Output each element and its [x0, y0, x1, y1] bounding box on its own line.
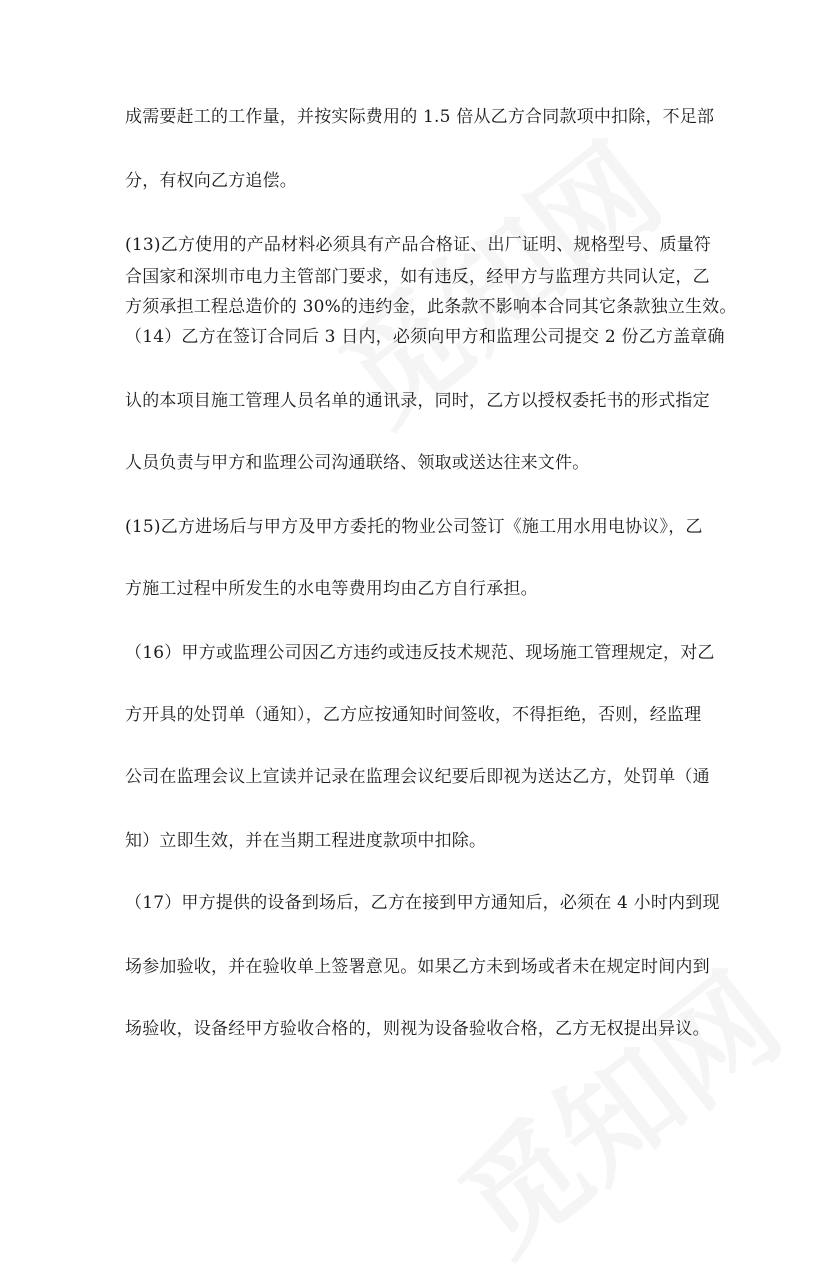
text-line: 场参加验收，并在验收单上签署意见。如果乙方未到场或者未在规定时间内到 — [125, 957, 710, 977]
text-line: 公司在监理会议上宣读并记录在监理会议纪要后即视为送达乙方，处罚单（通 — [125, 767, 710, 787]
text-line: （17）甲方提供的设备到场后，乙方在接到甲方通知后，必须在 4 小时内到现 — [125, 893, 720, 913]
text-line: 方须承担工程总造价的 30%的违约金，此条款不影响本合同其它条款独立生效。 — [125, 297, 737, 317]
text-line: 成需要赶工的工作量，并按实际费用的 1.5 倍从乙方合同款项中扣除，不足部 — [125, 107, 715, 127]
text-line: (15)乙方进场后与甲方及甲方委托的物业公司签订《施工用水用电协议》，乙 — [125, 517, 703, 537]
text-line: （14）乙方在签订合同后 3 日内，必须向甲方和监理公司提交 2 份乙方盖章确 — [125, 327, 725, 347]
text-line: （16）甲方或监理公司因乙方违约或违反技术规范、现场施工管理规定，对乙 — [125, 643, 715, 663]
text-line: 方开具的处罚单（通知），乙方应按通知时间签收，不得拒绝，否则，经监理 — [125, 705, 702, 725]
text-line: 场验收，设备经甲方验收合格的，则视为设备验收合格，乙方无权提出异议。 — [125, 1019, 710, 1039]
text-line: 分，有权向乙方追偿。 — [125, 171, 297, 191]
text-line: 方施工过程中所发生的水电等费用均由乙方自行承担。 — [125, 579, 538, 599]
text-line: 人员负责与甲方和监理公司沟通联络、领取或送达往来文件。 — [125, 453, 590, 473]
text-line: (13)乙方使用的产品材料必须具有产品合格证、出厂证明、规格型号、质量符 — [125, 235, 712, 255]
text-line: 合国家和深圳市电力主管部门要求，如有违反，经甲方与监理方共同认定，乙 — [125, 267, 710, 287]
text-line: 知）立即生效，并在当期工程进度款项中扣除。 — [125, 831, 487, 851]
watermark — [420, 928, 810, 1285]
text-line: 认的本项目施工管理人员名单的通讯录，同时，乙方以授权委托书的形式指定 — [125, 391, 710, 411]
